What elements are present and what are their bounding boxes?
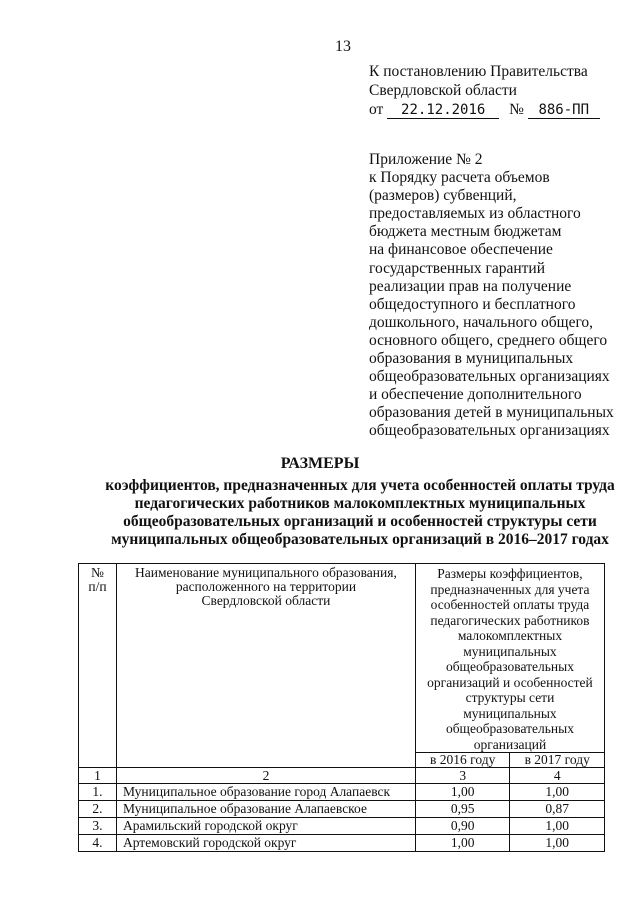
decree-reference [369, 62, 600, 119]
row-number: 2. [79, 801, 117, 818]
subtitle-line: коэффициентов, предназначенных для учета особенностей оплаты труда [105, 477, 615, 494]
header-sizes-line: педагогических работников [430, 612, 590, 628]
header-col-sizes [415, 564, 604, 753]
appendix-line: на финансовое обеспечение [369, 241, 553, 259]
number-prefix: № [509, 101, 524, 118]
table-header-row [79, 564, 605, 753]
header-name-line: Свердловской области [201, 593, 331, 608]
coefficients-table [78, 563, 605, 852]
table-row [79, 835, 605, 852]
header-col-name [116, 564, 415, 768]
header-num-line: п/п [88, 579, 107, 594]
header-sizes-line: организаций [473, 736, 547, 752]
header-sizes-line: организаций и особенностей [427, 674, 593, 690]
row-value-2016: 1,00 [415, 784, 510, 801]
header-year-2017: в 2017 году [510, 753, 605, 768]
row-name: Артемовский городской округ [116, 835, 415, 852]
table-row [79, 818, 605, 835]
appendix-line: общеобразовательных организациях [369, 422, 610, 440]
document-title: РАЗМЕРЫ [280, 455, 360, 472]
decree-date: 22.12.2016 [387, 103, 499, 119]
row-value-2017: 1,00 [510, 835, 605, 852]
appendix-line: бюджета местным бюджетам [369, 223, 562, 241]
date-prefix: от [369, 101, 384, 118]
appendix-line: общедоступного и бесплатного [369, 295, 576, 313]
header-sizes-line: особенностей оплаты труда [430, 597, 590, 612]
table-row [79, 784, 605, 801]
header-sizes-line: муниципальных [463, 705, 557, 721]
appendix-line: дошкольного, начального общего, [369, 313, 594, 331]
decree-line-2: Свердловской области [369, 82, 517, 99]
header-sizes-line: общеобразовательных [445, 659, 574, 674]
row-value-2017: 1,00 [510, 818, 605, 835]
subtitle-line: общеобразовательных организаций и особенностей структуры сети [123, 513, 597, 530]
appendix-line: и обеспечение дополнительного [369, 386, 582, 404]
appendix-line: образования детей в муниципальных [369, 404, 614, 422]
row-name: Муниципальное образование город Алапаевск [116, 784, 415, 801]
index-cell: 4 [510, 768, 605, 784]
row-number: 4. [79, 835, 117, 852]
appendix-line: Приложение № 2 [369, 151, 483, 168]
index-cell: 2 [116, 768, 415, 784]
header-name-line: расположенного на территории [175, 579, 357, 594]
header-sizes-line: предназначенных для учета [430, 581, 590, 597]
header-sizes-line: структуры сети [465, 690, 555, 705]
document-subtitle [60, 477, 640, 549]
decree-line-1: К постановлению Правительства [369, 63, 588, 80]
appendix-line: предоставляемых из областного [369, 205, 581, 223]
appendix-line: к Порядку расчета объемов [369, 169, 550, 187]
header-sizes-line: малокомплектных [457, 628, 563, 643]
appendix-line: образования в муниципальных [369, 350, 574, 368]
row-value-2016: 0,90 [415, 818, 510, 835]
appendix-line: (размеров) субвенций, [369, 187, 517, 205]
page-number: 13 [335, 38, 351, 55]
header-sizes-line: общеобразовательных [445, 721, 574, 736]
row-name: Муниципальное образование Алапаевское [116, 801, 415, 818]
row-value-2016: 0,95 [415, 801, 510, 818]
row-value-2016: 1,00 [415, 835, 510, 852]
table-index-row [79, 768, 605, 784]
header-sizes-line: Размеры коэффициентов, [437, 566, 583, 581]
appendix-line: основного общего, среднего общего [369, 331, 608, 349]
header-sizes-line: муниципальных [463, 643, 557, 659]
row-value-2017: 0,87 [510, 801, 605, 818]
row-name: Арамильский городской округ [116, 818, 415, 835]
header-num-line: № [91, 565, 104, 580]
decree-date-number [369, 100, 600, 119]
header-name-line: Наименование муниципального образования, [135, 565, 397, 580]
index-cell: 3 [415, 768, 510, 784]
subtitle-line: муниципальных общеобразовательных организаций в 2016–2017 годах [111, 531, 609, 548]
appendix-line: государственных гарантий [369, 259, 545, 277]
appendix-block [369, 151, 614, 441]
index-cell: 1 [79, 768, 117, 784]
row-number: 3. [79, 818, 117, 835]
header-year-2016: в 2016 году [415, 753, 510, 768]
header-col-number [79, 564, 117, 768]
row-value-2017: 1,00 [510, 784, 605, 801]
row-number: 1. [79, 784, 117, 801]
appendix-line: общеобразовательных организациях [369, 368, 610, 386]
appendix-line: реализации прав на получение [369, 277, 572, 295]
decree-number: 886-ПП [528, 103, 600, 119]
subtitle-line: педагогических работников малокомплектных муниципальных [134, 495, 586, 512]
table-row [79, 801, 605, 818]
